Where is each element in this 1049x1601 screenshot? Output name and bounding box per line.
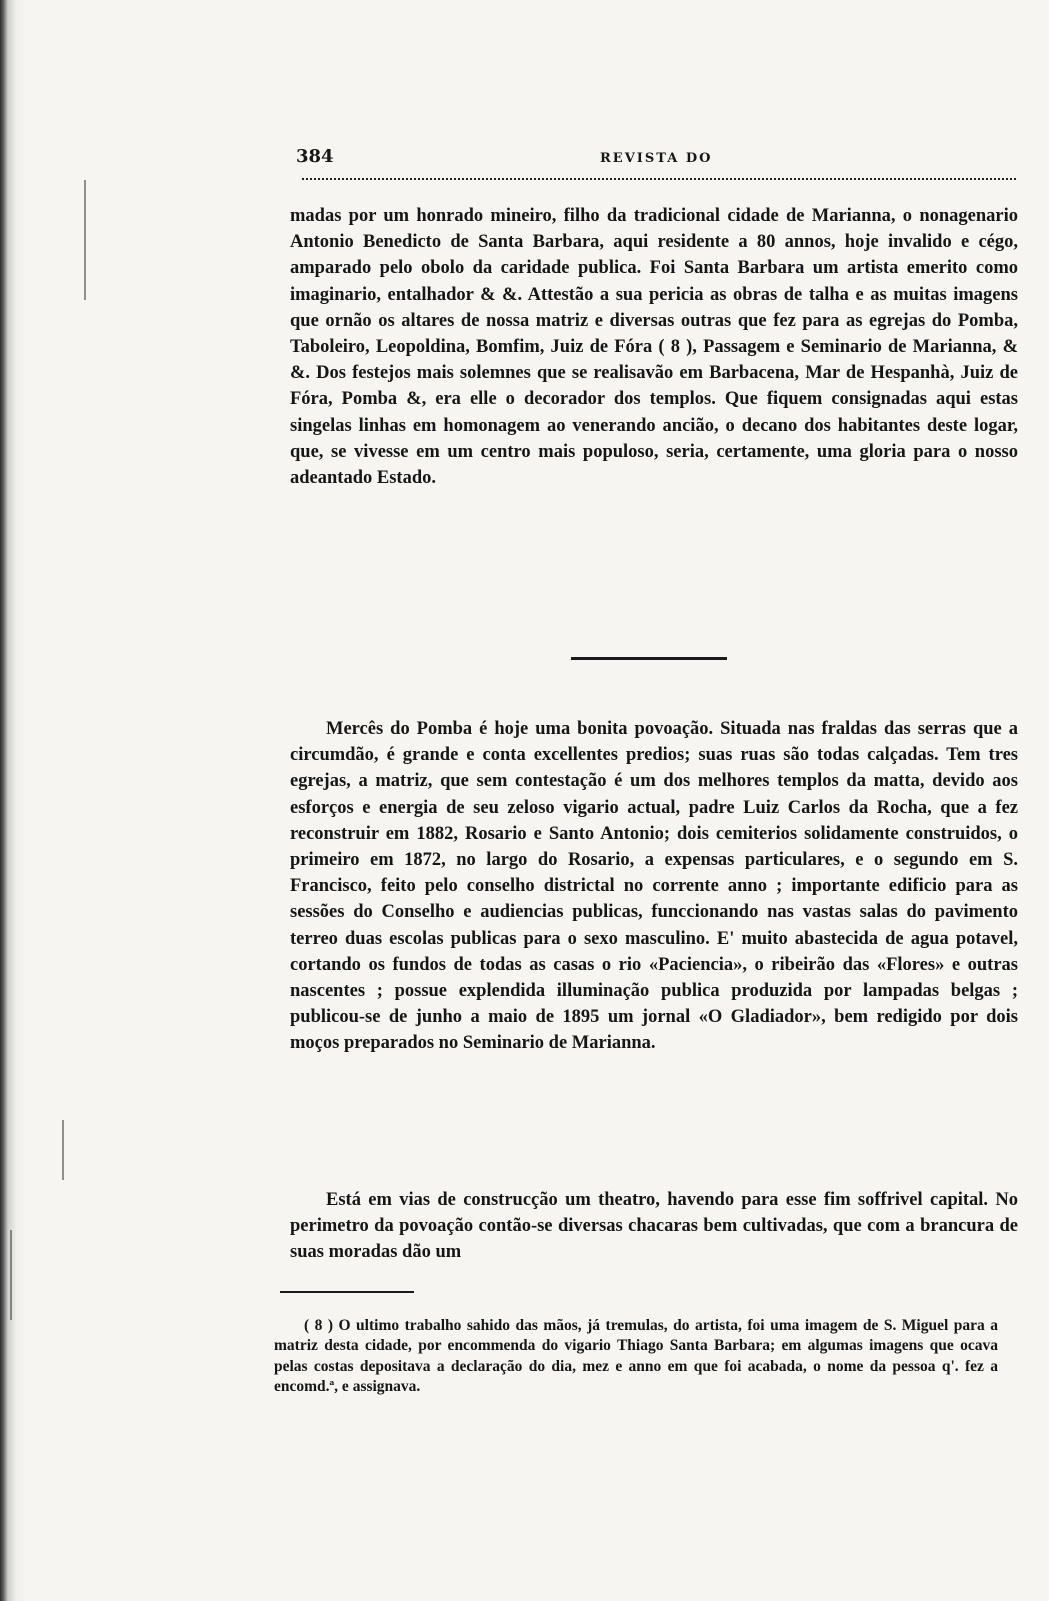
scan-gutter-mark [62, 1120, 64, 1180]
scan-gutter-mark [84, 180, 86, 300]
footnote-8: ( 8 ) O ultimo trabalho sahido das mãos, já tremulas, do artista, foi uma imagem de S. Miguel para a matriz desta cidade, por encommenda do vigario Thiago Santa Barbara; em algumas imagens que ocava pelas costas depositava a declaração do dia, mez e anno em que foi acabada, o nome da pessoa q'. fez a encomd.ª, e assignava. [274, 1317, 998, 1396]
footnote-rule [280, 1291, 414, 1293]
page-number: 384 [296, 146, 334, 167]
paragraph-continued: madas por um honrado mineiro, filho da tradicional cidade de Marianna, o nonagenario Antonio Benedicto de Santa Barbara, aqui residente a 80 annos, hoje invalido e cégo, amparado pelo obolo da caridade publica. Foi Santa Barbara um artista emerito como imaginario, entalhador & &. Attestão a sua pericia as obras de talha e as muitas imagens que ornão os altares de nossa matriz e diversas outras que fez para as egrejas do Pomba, Taboleiro, Leopoldina, Bomfim, Juiz de Fóra ( 8 ), Passagem e Seminario de Marianna, & &. Dos festejos mais solemnes que se realisavão em Barbacena, Mar de Hespanhà, Juiz de Fóra, Pomba &, era elle o decorador dos templos. Que fiquem consignadas aqui estas singelas linhas em homonagem ao venerando ancião, o decano dos habitantes deste logar, que, se vivesse em um centro mais populoso, seria, certamente, uma gloria para o nosso adeantado Estado. [290, 206, 1018, 489]
paragraph-merces-do-pomba: Mercês do Pomba é hoje uma bonita povoação. Situada nas fraldas das serras que a circumdão, é grande e conta excellentes predios; suas ruas são todas calçadas. Tem tres egrejas, a matriz, que sem contestação é um dos melhores templos da matta, devido aos esforços e energia de seu zeloso vigario actual, padre Luiz Carlos da Rocha, que a fez reconstruir em 1882, Rosario e Santo Antonio; dois cemiterios solidamente construidos, o primeiro em 1872, no largo do Rosario, a expensas particulares, e o segundo em S. Francisco, feito pelo conselho districtal no corrente anno ; importante edificio para as sessões do Conselho e audiencias publicas, funccionando nas vastas salas do pavimento terreo duas escolas publicas para o sexo masculino. E' muito abastecida de agua potavel, cortando os fundos de todas as casas o rio «Paciencia», o ribeirão das «Flores» e outras nascentes ; possue explendida illuminação publica produzida por lampadas belgas ; publicou-se de junho a maio de 1895 um jornal «O Gladiador», bem redigido por dois moços preparados no Seminario de Marianna. [290, 719, 1018, 1054]
scan-page-edge [0, 0, 26, 1601]
running-title: REVISTA DO [600, 151, 713, 166]
scan-gutter-mark [10, 1230, 12, 1320]
header-rule [302, 178, 1016, 180]
paragraph-theatro: Está em vias de construcção um theatro, havendo para esse fim soffrivel capital. No perimetro da povoação contão-se diversas chacaras bem cultivadas, que com a brancura de suas moradas dão um [290, 1190, 1018, 1263]
running-head [296, 146, 1016, 174]
section-divider [571, 657, 727, 660]
